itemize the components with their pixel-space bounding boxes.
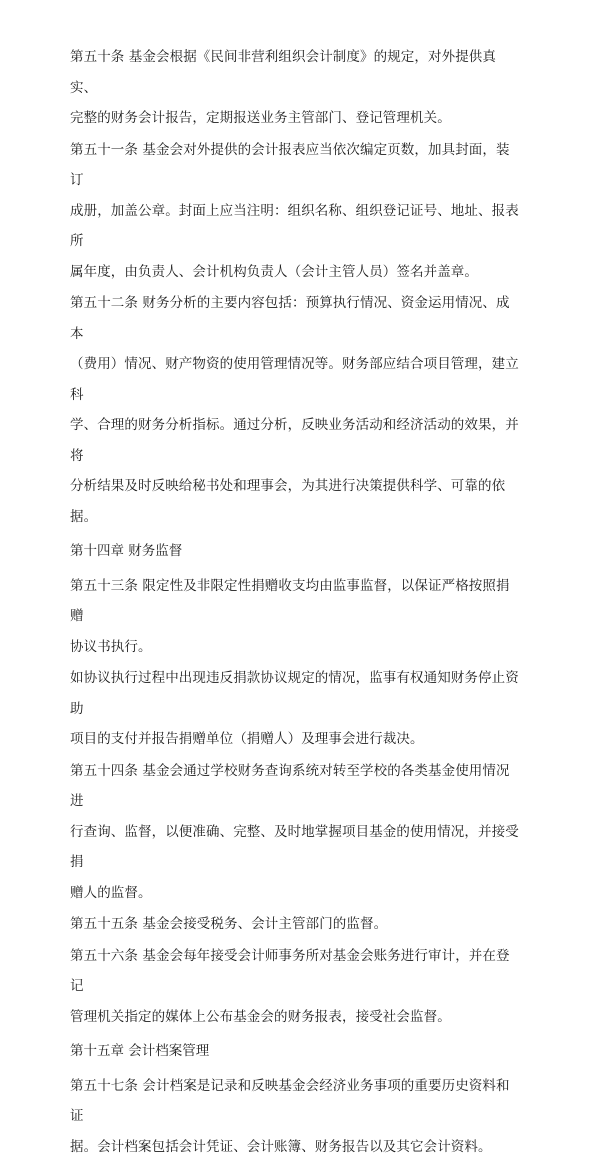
chapter-heading	[70, 1036, 523, 1067]
chapter-heading	[70, 536, 523, 567]
text-line: 学、合理的财务分析指标。通过分析，反映业务活动和经济活动的效果，并将	[70, 410, 523, 471]
text-line: 项目的支付并报告捐赠单位（捐赠人）及理事会进行裁决。	[70, 724, 523, 755]
text-line: 第五十二条 财务分析的主要内容包括：预算执行情况、资金运用情况、成本	[70, 288, 523, 349]
text-line: 属年度，由负责人、会计机构负责人（会计主管人员）签名并盖章。	[70, 257, 523, 288]
text-line: 协议书执行。	[70, 632, 523, 663]
text-line: 第五十一条 基金会对外提供的会计报表应当依次编定页数，加具封面，装订	[70, 135, 523, 196]
article-paragraph	[70, 909, 523, 940]
text-line: 管理机关指定的媒体上公布基金会的财务报表，接受社会监督。	[70, 1002, 523, 1033]
text-line: 行查询、监督，以便准确、完整、及时地掌握项目基金的使用情况，并接受捐	[70, 817, 523, 878]
text-line: 第五十五条 基金会接受税务、会计主管部门的监督。	[70, 909, 523, 940]
text-line: 成册，加盖公章。封面上应当注明：组织名称、组织登记证号、地址、报表所	[70, 196, 523, 257]
article-paragraph	[70, 571, 523, 663]
text-line: 完整的财务会计报告，定期报送业务主管部门、登记管理机关。	[70, 103, 523, 134]
article-paragraph	[70, 135, 523, 288]
article-paragraph	[70, 941, 523, 1033]
article-paragraph	[70, 42, 523, 134]
article-paragraph	[70, 663, 523, 755]
text-line: 第五十四条 基金会通过学校财务查询系统对转至学校的各类基金使用情况进	[70, 756, 523, 817]
text-line: 第五十条 基金会根据《民间非营利组织会计制度》的规定，对外提供真实、	[70, 42, 523, 103]
article-paragraph	[70, 288, 523, 532]
text-line: 第十四章 财务监督	[70, 536, 523, 567]
text-line: 第五十六条 基金会每年接受会计师事务所对基金会账务进行审计，并在登记	[70, 941, 523, 1002]
text-line: 据。会计档案包括会计凭证、会计账簿、财务报告以及其它会计资料。	[70, 1132, 523, 1162]
article-paragraph	[70, 1071, 523, 1162]
text-line: （费用）情况、财产物资的使用管理情况等。财务部应结合项目管理，建立科	[70, 349, 523, 410]
article-paragraph	[70, 756, 523, 909]
text-line: 赠人的监督。	[70, 878, 523, 909]
text-line: 如协议执行过程中出现违反捐款协议规定的情况，监事有权通知财务停止资助	[70, 663, 523, 724]
text-line: 分析结果及时反映给秘书处和理事会，为其进行决策提供科学、可靠的依据。	[70, 471, 523, 532]
text-line: 第五十三条 限定性及非限定性捐赠收支均由监事监督，以保证严格按照捐赠	[70, 571, 523, 632]
text-line: 第十五章 会计档案管理	[70, 1036, 523, 1067]
text-line: 第五十七条 会计档案是记录和反映基金会经济业务事项的重要历史资料和证	[70, 1071, 523, 1132]
